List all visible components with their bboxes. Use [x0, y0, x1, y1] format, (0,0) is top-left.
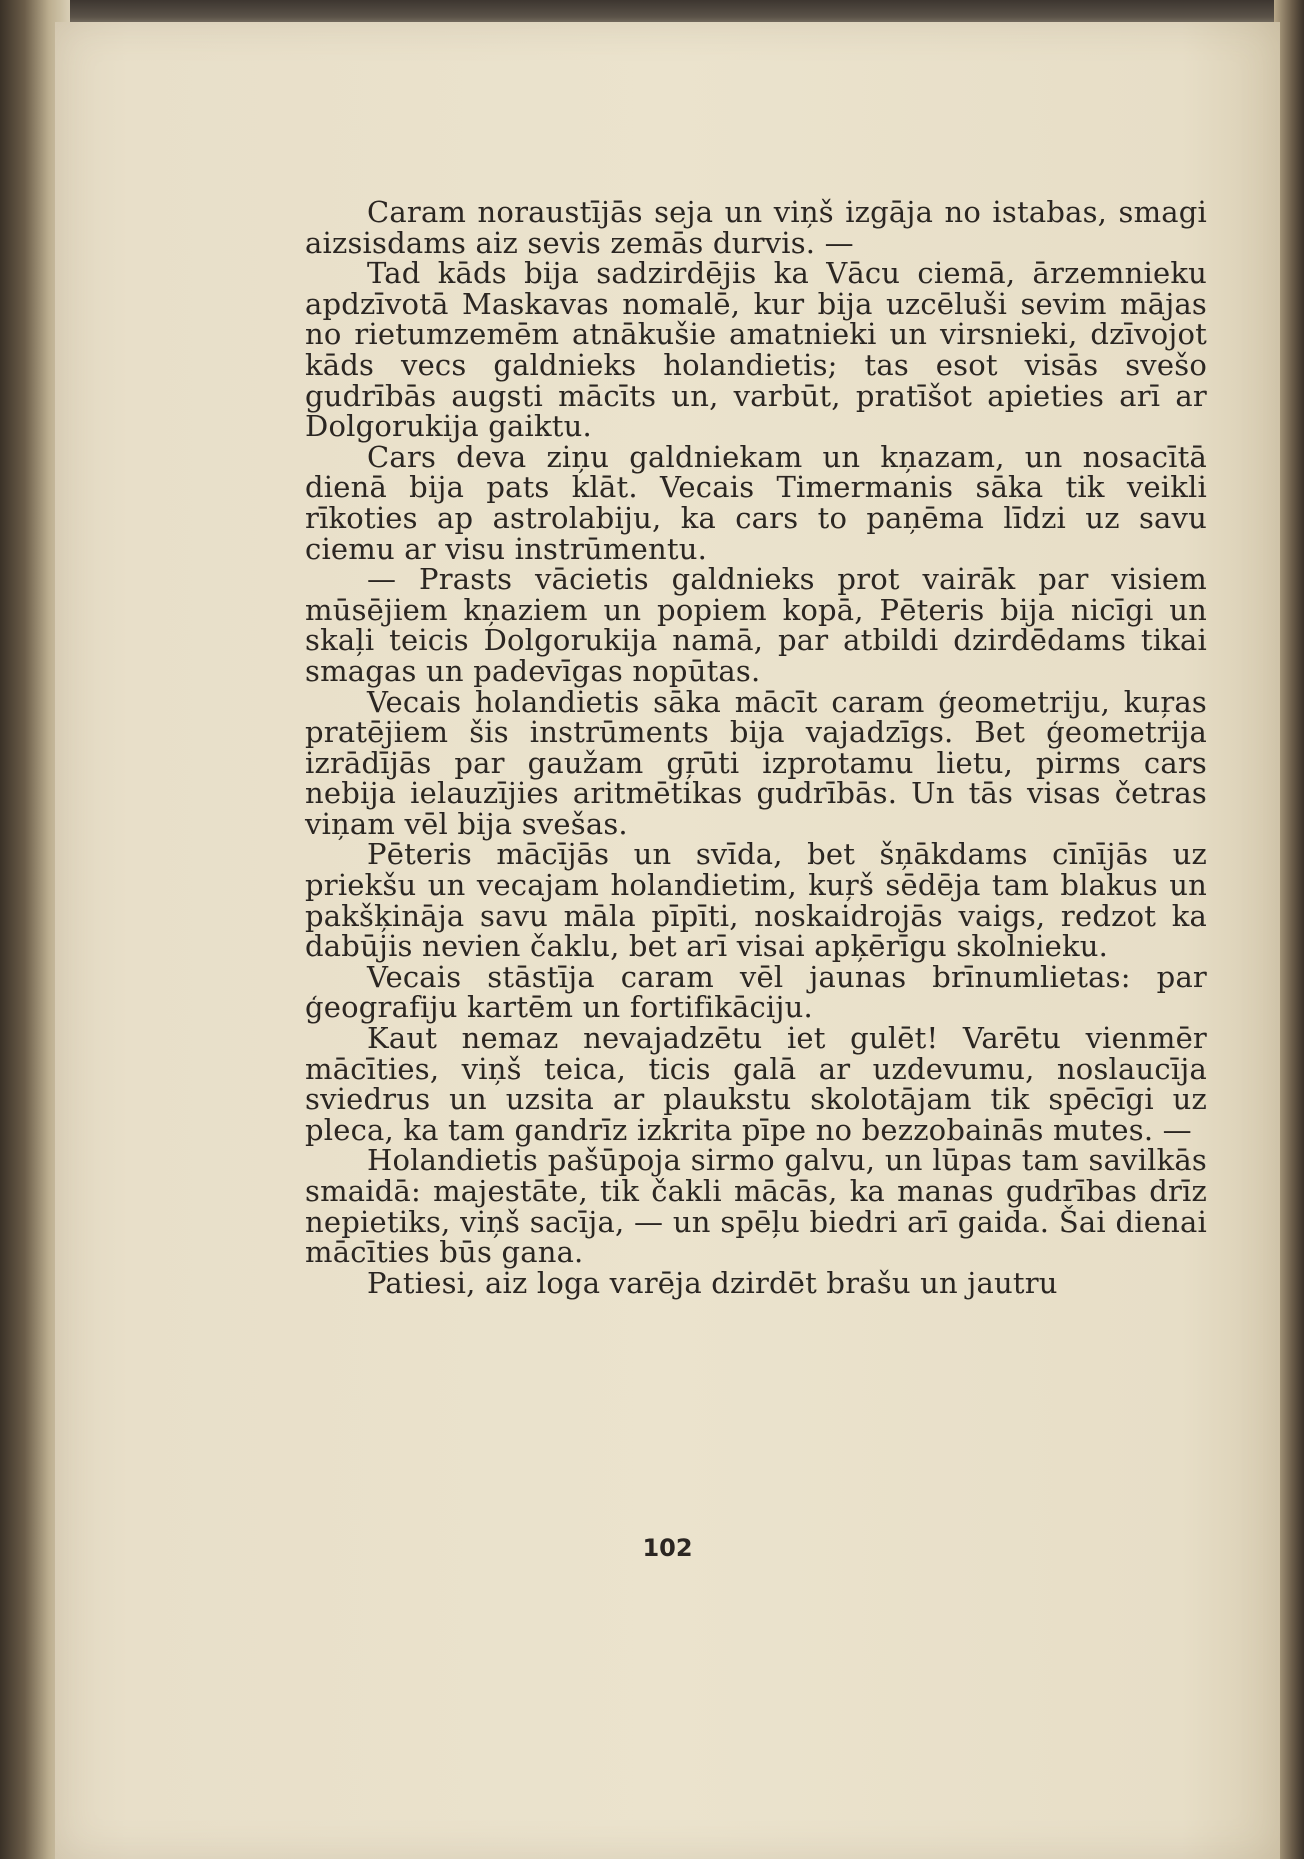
page-number: 102: [642, 1534, 693, 1562]
paragraph: Vecais holandietis sāka mācīt caram ģeometriju, kuŗas pratējiem šis instrūments bija vajadzīgs. Bet ģeometrija izrādījās par gaužam gŗūti izprotamu lietu, pirms cars nebija ielauzījies aritmētikas gudrībās. Un tās visas četras viņam vēl bija svešas.: [305, 684, 1207, 841]
paragraph: Caram noraustījās seja un viņš izgāja no istabas, smagi aizsisdams aiz sevis zemās durvis. —: [305, 195, 1207, 260]
paragraph: Pēteris mācījās un svīda, bet šņākdams cīnījās uz priekšu un vecajam holandietim, kuŗš sēdēja tam blakus un pakšķināja savu māla pīpīti, noskaidrojās vaigs, redzot ka dabūjis nevien čaklu, bet arī visai apķērīgu skolnieku.: [305, 837, 1207, 964]
paragraph: Kaut nemaz nevajadzētu iet gulēt! Varētu vienmēr mācīties, viņš teica, ticis galā ar uzdevumu, noslaucīja sviedrus un uzsita ar plaukstu skolotājam tik spēcīgi uz pleca, ka tam gandrīz izkrita pīpe no bezzobainās mutes. —: [305, 1021, 1207, 1147]
paragraph: Vecais stāstīja caram vēl jaunas brīnumlietas: par ģeografiju kartēm un fortifikāciju.: [305, 959, 1207, 1025]
book-page: [55, 22, 1280, 1859]
paragraph: Patiesi, aiz loga varēja dzirdēt brašu un jautru: [367, 1265, 1058, 1300]
paragraph: Cars deva ziņu galdniekam un kņazam, un nosacītā dienā bija pats klāt. Vecais Timermanis sāka tik veikli rīkoties ap astrolabiju, ka cars to paņēma līdzi uz savu ciemu ar visu instrūmentu.: [305, 439, 1207, 566]
paragraph: — Prasts vācietis galdnieks prot vairāk par visiem mūsējiem kņaziem un popiem kopā, Pēteris bija nicīgi un skaļi teicis Dolgorukija namā, par atbildi dzirdēdams tikai smagas un padevīgas nopūtas.: [305, 562, 1207, 688]
page-text: [305, 197, 1207, 1298]
paragraph: Holandietis pašūpoja sirmo galvu, un lūpas tam savilkās smaidā: majestāte, tik čakli mācās, ka manas gudrības drīz nepietiks, viņš sacīja, — un spēļu biedri arī gaida. Šai dienai mācīties būs gana.: [305, 1143, 1207, 1270]
paragraph: Tad kāds bija sadzirdējis ka Vācu ciemā, ārzemnieku apdzīvotā Maskavas nomalē, kur bija uzcēluši sevim mājas no rietumzemēm atnākušie amatnieki un virsnieki, dzīvojot kāds vecs galdnieks holandietis; tas esot visās svešo gudrībās augsti mācīts un, varbūt, pratīšot apieties arī ar Dolgorukija gaiktu.: [305, 256, 1207, 444]
